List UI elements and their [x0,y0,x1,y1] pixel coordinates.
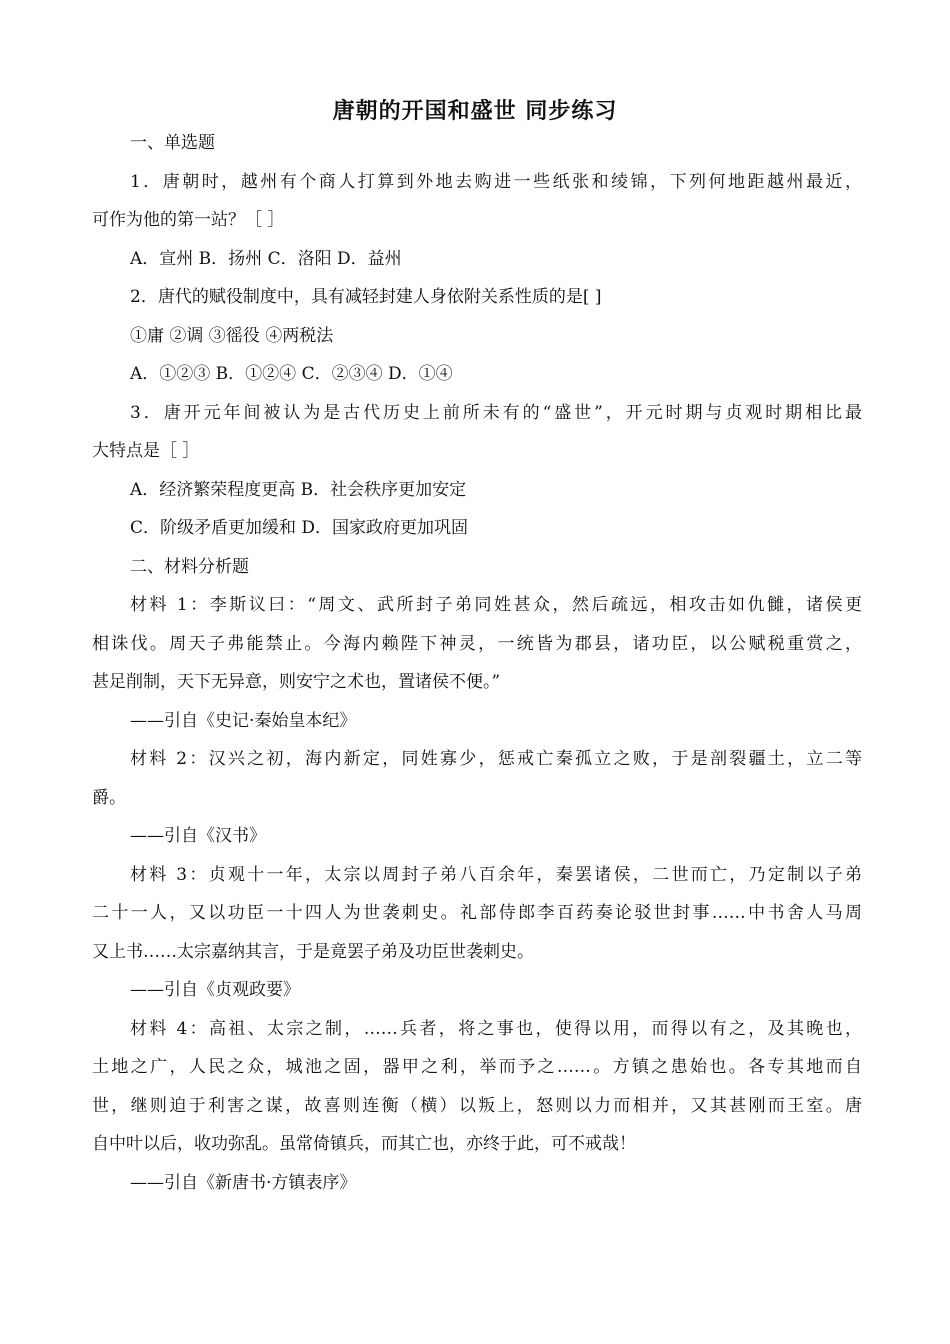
material-3-line-3: 又上书……太宗嘉纳其言，于是竟罢子弟及功臣世袭刺史。 [92,941,534,962]
material-2-source: ——引自《汉书》 [130,826,266,846]
page-title: 唐朝的开国和盛世 同步练习 [332,99,618,124]
material-1-line-3: 甚足削制，天下无异意，则安宁之术也，置诸侯不便。” [92,672,501,692]
question-3-stem-line-1: 3．唐开元年间被认为是古代历史上前所未有的“盛世”，开元时期与贞观时期相比最 [130,402,862,423]
question-1-stem-line-2: 可作为他的第一站？［ ］ [92,210,285,230]
question-2-items: ①庸 ②调 ③徭役 ④两税法 [130,325,334,346]
question-1-options: A．宣州 B．扬州 C．洛阳 D．益州 [130,248,402,269]
material-3-source: ——引自《贞观政要》 [130,980,300,1000]
material-4-source: ——引自《新唐书·方镇表序》 [130,1172,357,1193]
section-heading-single-choice: 一、单选题 [130,133,215,153]
question-2-options: A．①②③ B．①②④ C．②③④ D．①④ [130,364,453,384]
material-2-line-2: 爵。 [92,787,126,808]
document-body [92,124,862,1202]
material-1-source: ——引自《史记·秦始皇本纪》 [130,710,357,731]
material-1-line-2: 相诛伐。周天子弗能禁止。今海内赖陛下神灵，一统皆为郡县，诸功臣，以公赋税重赏之， [92,633,862,654]
question-1-stem-line-1: 1．唐朝时，越州有个商人打算到外地去购进一些纸张和绫锦，下列何地距越州最近， [130,171,862,192]
material-3-line-1: 材料 3：贞观十一年，太宗以周封子弟八百余年，秦罢诸侯，二世而亡，乃定制以子弟 [130,864,862,885]
question-3-options-ab: A．经济繁荣程度更高 B．社会秩序更加安定 [130,479,467,500]
section-heading-material-analysis: 二、材料分析题 [130,556,249,577]
material-2-line-1: 材料 2：汉兴之初，海内新定，同姓寡少，惩戒亡秦孤立之败，于是剖裂疆土，立二等 [130,749,862,769]
material-4-line-1: 材料 4：高祖、太宗之制，……兵者，将之事也，使得以用，而得以有之，及其晚也， [130,1018,862,1039]
material-1-line-1: 材料 1：李斯议曰：“周文、武所封子弟同姓甚众，然后疏远，相攻击如仇雠，诸侯更 [130,595,862,615]
question-3-stem-line-2: 大特点是［ ］ [92,441,200,461]
question-2-stem: 2．唐代的赋役制度中，具有减轻封建人身依附关系性质的是[ ] [130,287,602,307]
material-4-line-2: 土地之广，人民之众，城池之固，器甲之利，举而予之……。方镇之患始也。各专其地而自 [92,1057,862,1077]
material-3-line-2: 二十一人，又以功臣一十四人为世袭刺史。礼部侍郎李百药奏论驳世封事……中书舍人马周 [92,903,862,923]
material-4-line-3: 世，继则迫于利害之谋，故喜则连衡（横）以叛上，怒则以力而相并，又其甚刚而王室。唐 [92,1095,862,1116]
material-4-line-4: 自中叶以后，收功弥乱。虽常倚镇兵，而其亡也，亦终于此，可不戒哉！ [92,1134,636,1154]
question-3-options-cd: C．阶级矛盾更加缓和 D．国家政府更加巩固 [130,518,469,538]
